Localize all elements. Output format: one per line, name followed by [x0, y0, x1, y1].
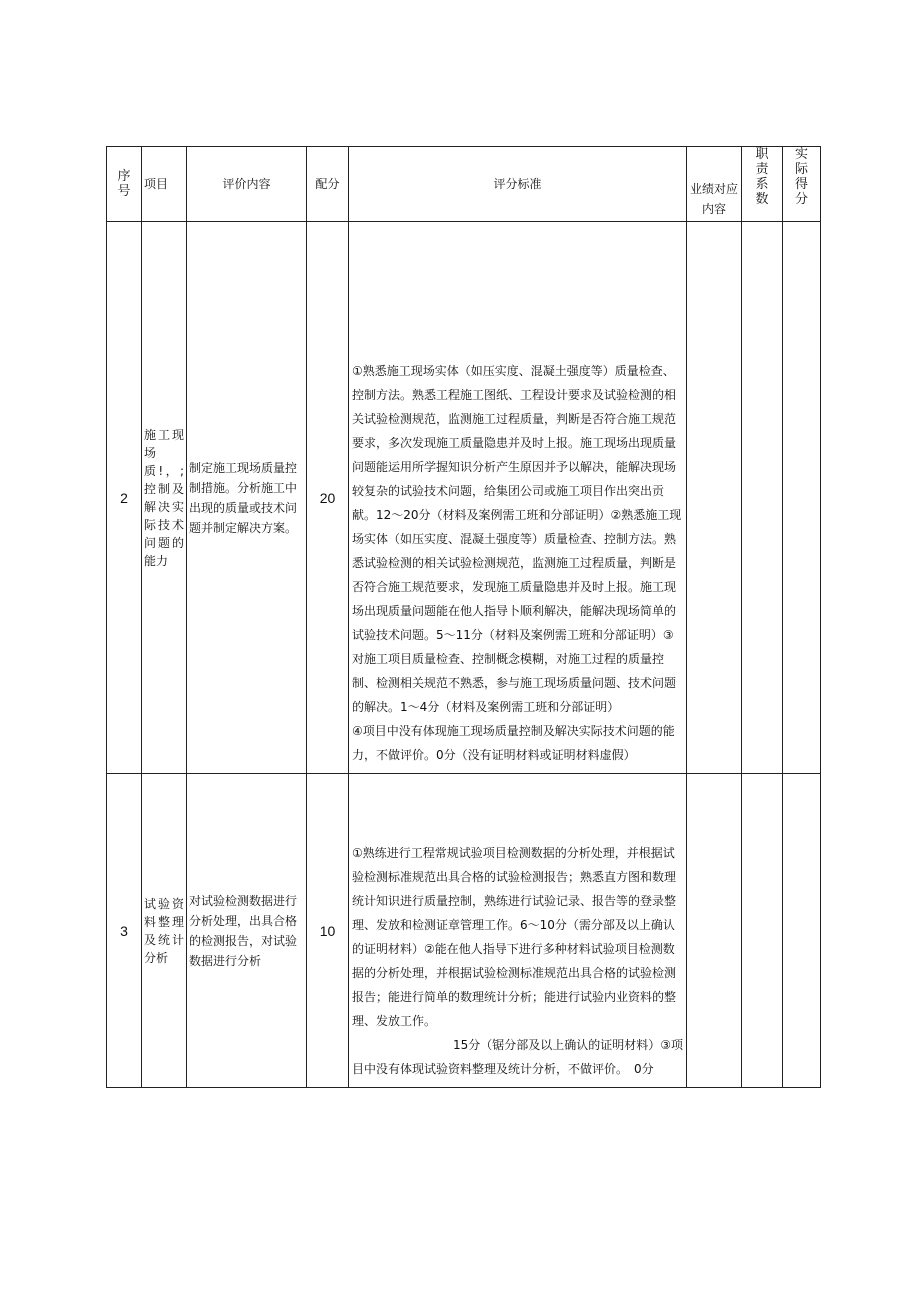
- row-criteria: [349, 222, 687, 774]
- row-content: 对试验检测数据进行分析处理，出具合格的检测报告，对试验数据进行分析: [187, 774, 307, 1088]
- row-project: 施工现场质!，;控制及解决实际技术问题的能力: [142, 222, 187, 774]
- evaluation-table: [106, 146, 821, 1088]
- criteria-text: ④项目中没有体现施工现场质量控制及解决实际技术问题的能力，不做评价。0分（没有证明材料或证明材料虚假）: [352, 724, 675, 762]
- criteria-text: 目中没有体现试验资料整理及统计分析，不做评价。 0分: [352, 1062, 654, 1076]
- criteria-text: ①熟练进行工程常规试验项目检测数据的分析处理，并根据试验检测标准规范出具合格的试验检测报告；熟悉直方图和数理统计知识进行质量控制，熟练进行试验记录、报告等的登录整理、发放和检测证章管理工作。6～10分（需分部及以上确认的证明材料）②能在他人指导下进行多种材料试验项目检测数据的分析处理，并根据试验检测标准规范出具合格的试验检测报告；能进行简单的数理统计分析；能进行试验内业资料的整理、发放工作。: [352, 846, 677, 1028]
- row-seq: 2: [107, 222, 142, 774]
- row-seq: 3: [107, 774, 142, 1088]
- header-content: 评价内容: [187, 147, 307, 222]
- header-performance: 业绩对应内容: [687, 147, 742, 222]
- row-actual: [783, 774, 821, 1088]
- header-seq: 序号: [107, 147, 142, 222]
- row-actual: [783, 222, 821, 774]
- row-score: 10: [307, 774, 349, 1088]
- row-criteria: [349, 774, 687, 1088]
- header-coefficient: 职责系数: [742, 147, 783, 222]
- criteria-text: ①熟悉施工现场实体（如压实度、混凝土强度等）质量检查、控制方法。熟悉工程施工图纸、工程设计要求及试验检测的相关试验检测规范，监测施工过程质量，判断是否符合施工规范要求，多次发现施工质量隐患并及时上报。施工现场出现质量问题能运用所学握知识分析产生原因并予以解决，能解决现场较复杂的试验技术问题，给集团公司或施工项目作出突出贡献。12～20分（材料及案例需工班和分部证明）②熟悉施工现场实体（如压实度、混凝土强度等）质量检查、控制方法。熟悉试验检测的相关试验检测规范，监测施工过程质量，判断是否符合施工规范要求，发现施工质量隐患并及时上报。施工现场出现质量问题能在他人指导卜顺利解决，能解决现场简单的试验技术问题。5～11分（材料及案例需工班和分部证明）③对施工项目质量检查、控制概念模糊，对施工过程的质量控制、检测相关规范不熟悉，参与施工现场质量问题、技术问题的解决。1～4分（材料及案例需工班和分部证明）: [352, 364, 682, 714]
- row-coefficient: [742, 222, 783, 774]
- table-row: [107, 774, 821, 1088]
- row-content: 制定施工现场质量控制措施。分析施工中出现的质量或技术问题并制定解决方案。: [187, 222, 307, 774]
- header-row: [107, 147, 821, 222]
- header-score: 配分: [307, 147, 349, 222]
- header-criteria: 评分标准: [349, 147, 687, 222]
- row-coefficient: [742, 774, 783, 1088]
- row-performance: [687, 222, 742, 774]
- header-project: 项目: [142, 147, 187, 222]
- row-score: 20: [307, 222, 349, 774]
- criteria-text: 15分（锯分部及以上确认的证明材料）③项: [452, 1038, 683, 1052]
- table-row: [107, 222, 821, 774]
- row-performance: [687, 774, 742, 1088]
- header-actual: 实际得分: [783, 147, 821, 222]
- row-project: 试验资料整理及统计分析: [142, 774, 187, 1088]
